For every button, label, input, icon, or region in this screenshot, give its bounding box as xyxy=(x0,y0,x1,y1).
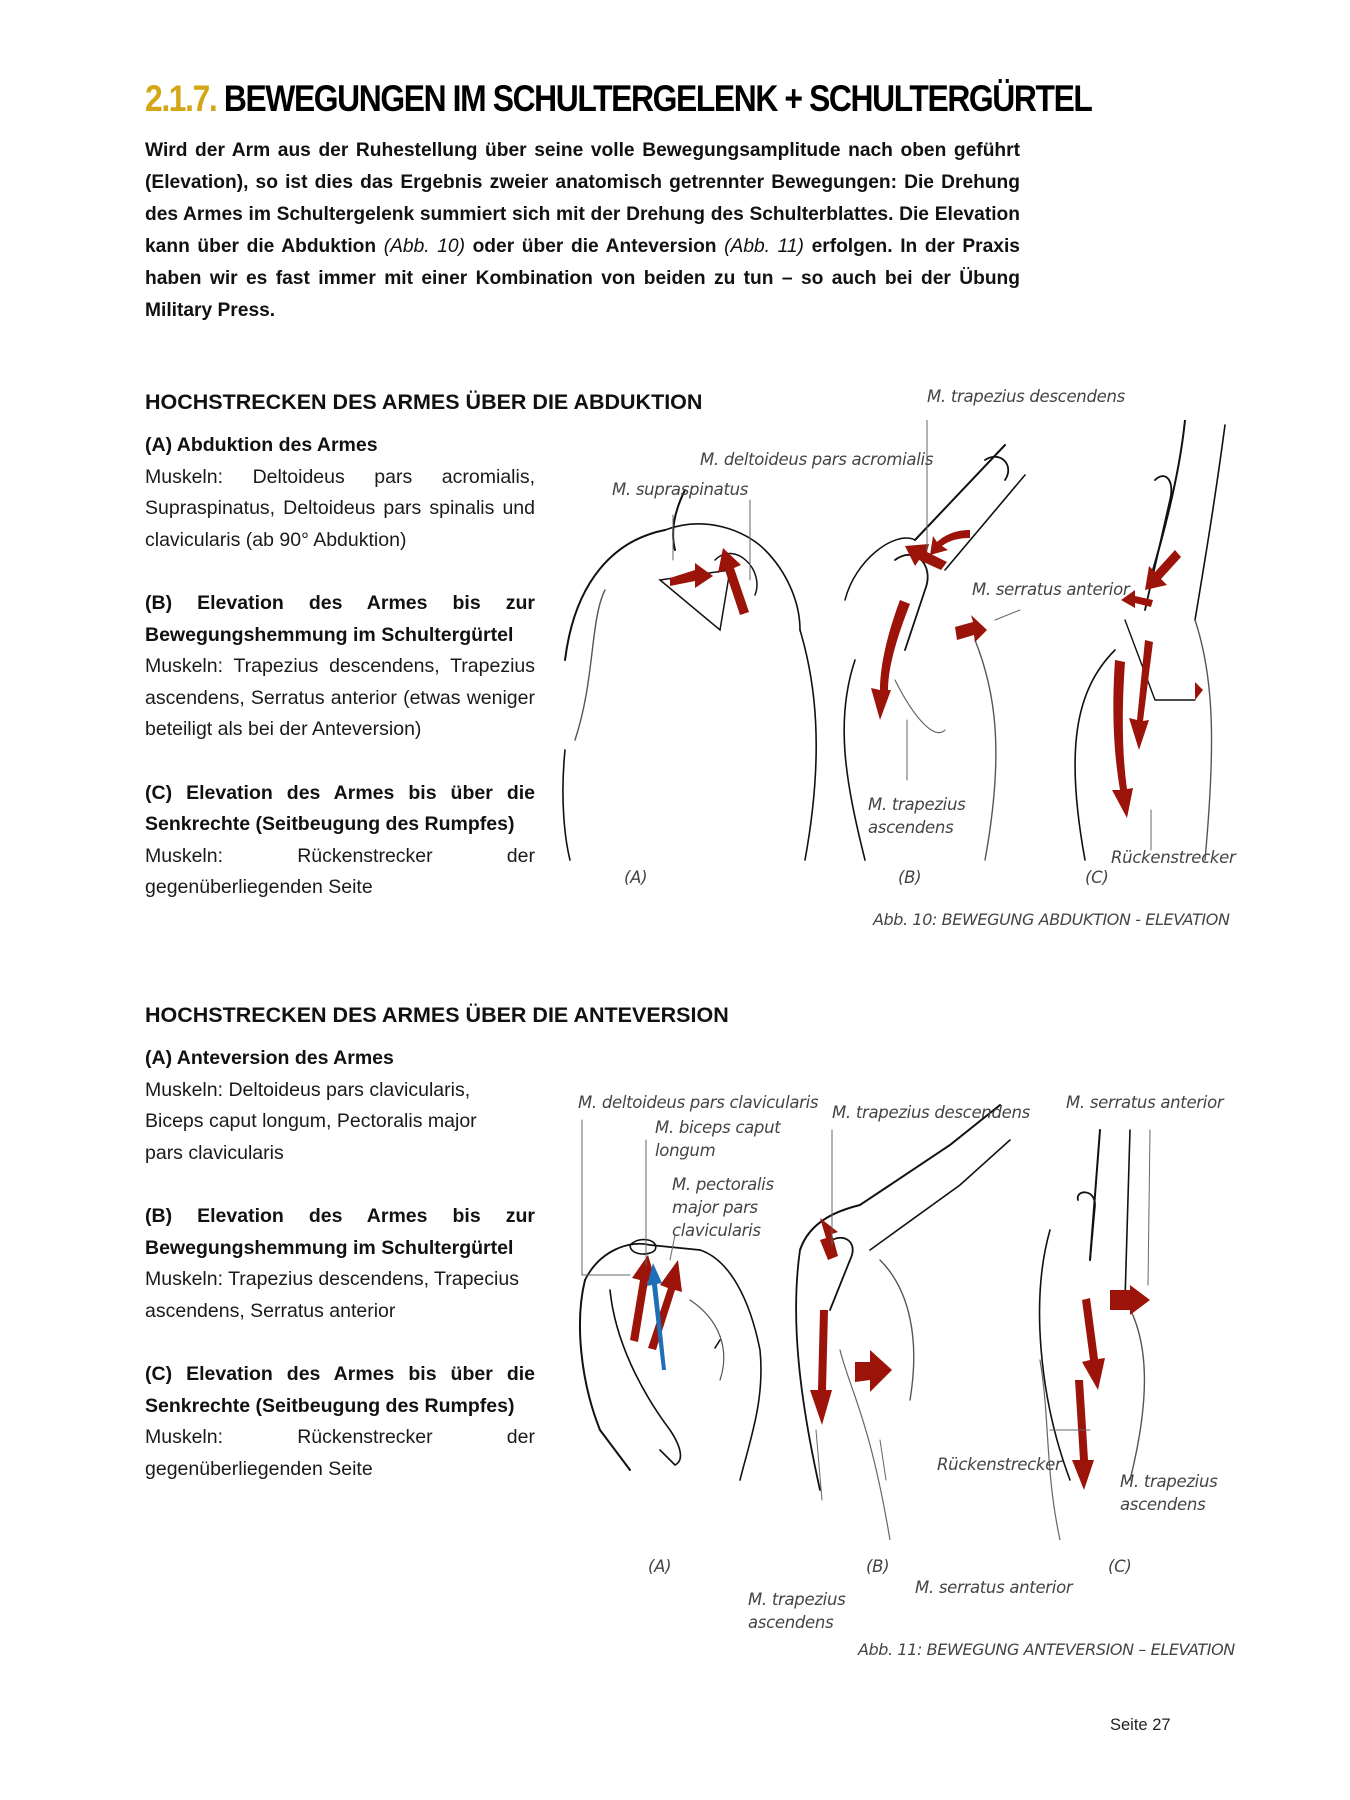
block-title: (C) Elevation des Armes bis über die Senkrechte (Seitbeugung des Rumpfes) xyxy=(145,781,535,835)
block-text: Muskeln: Rückenstrecker der gegenüberliegenden Seite xyxy=(145,1426,535,1480)
muscle-arrow xyxy=(855,1350,892,1392)
label-serratus-anterior: M. serratus anterior xyxy=(1066,1093,1224,1112)
figure-reference: (Abb. 11) xyxy=(724,236,804,257)
muscle-arrow xyxy=(670,563,713,588)
label-trapezius-ascendens: M. trapezius ascendens xyxy=(868,795,966,837)
muscle-arrow xyxy=(1195,682,1203,700)
muscle-arrow xyxy=(1072,1380,1094,1490)
figure-panel-a xyxy=(563,490,816,860)
page-number: Seite 27 xyxy=(1110,1716,1171,1734)
label-serratus-anterior-b: M. serratus anterior xyxy=(915,1578,1073,1597)
label-trapezius-ascendens: M. trapezius ascendens xyxy=(1120,1472,1218,1514)
panel-label-c: (C) xyxy=(1108,1557,1132,1576)
intro-text: Wird der Arm aus der Ruhestellung über seine volle Bewegungsamplitude nach oben geführt (Elevation), so ist dies das Ergebnis zweier anatomisch getrennter Bewegungen: Die Drehung des Armes im Schultergelenk summiert sich mit der Drehung des Schulterblattes. Die Elevation kann über die Abduktion xyxy=(145,140,1020,257)
section-number: 2.1.7. xyxy=(145,78,217,119)
intro-text: erfolgen. In der Praxis haben wir es fast immer mit einer Kombination von beiden zu tun – so auch bei der Übung Military Press. xyxy=(145,236,1020,321)
label-pectoralis-major-clavicularis: M. pectoralis major pars clavicularis xyxy=(672,1175,774,1240)
block-text: Muskeln: Rückenstrecker der gegenüberliegenden Seite xyxy=(145,844,535,898)
section-heading-abduktion: HOCHSTRECKEN DES ARMES ÜBER DIE ABDUKTION xyxy=(145,390,703,414)
muscle-arrow xyxy=(810,1310,832,1425)
block-text: Muskeln: Trapezius descendens, Trapecius ascendens, Serratus anterior xyxy=(145,1268,519,1322)
block-text: Muskeln: Trapezius descendens, Trapezius ascendens, Serratus anterior (etwas weniger beteiligt als bei der Anteversion) xyxy=(145,655,535,740)
muscle-arrow xyxy=(1112,660,1133,818)
block-title: (B) Elevation des Armes bis zur Bewegungshemmung im Schultergürtel xyxy=(145,592,535,646)
figure-reference: (Abb. 10) xyxy=(383,236,465,257)
text-block xyxy=(145,778,535,904)
text-column-abduktion xyxy=(145,430,535,936)
label-rueckenstrecker: Rückenstrecker xyxy=(1111,848,1236,867)
label-biceps-caput-longum: M. biceps caput longum xyxy=(655,1118,781,1160)
block-title: (A) Anteversion des Armes xyxy=(145,1047,394,1069)
text-block xyxy=(145,1043,535,1169)
figure-panel-c xyxy=(1075,420,1225,860)
intro-paragraph xyxy=(145,135,1020,327)
text-block xyxy=(145,430,535,556)
page-title xyxy=(145,78,1091,120)
block-text: Muskeln: Deltoideus pars acromialis, Supraspinatus, Deltoideus pars spinalis und clavicularis (ab 90° Abduktion) xyxy=(145,465,535,551)
muscle-arrow xyxy=(1082,1298,1105,1390)
muscle-arrow xyxy=(930,530,970,555)
block-text: Muskeln: Deltoideus pars clavicularis, Biceps caput longum, Pectoralis major pars clavicularis xyxy=(145,1078,477,1164)
label-supraspinatus: M. supraspinatus xyxy=(612,480,749,499)
text-block xyxy=(145,1359,535,1485)
section-heading-anteversion: HOCHSTRECKEN DES ARMES ÜBER DIE ANTEVERSION xyxy=(145,1003,729,1027)
muscle-arrow xyxy=(1110,1285,1150,1315)
panel-label-a: (A) xyxy=(648,1557,672,1576)
label-serratus-anterior: M. serratus anterior xyxy=(972,580,1130,599)
block-title: (C) Elevation des Armes bis über die Senkrechte (Seitbeugung des Rumpfes) xyxy=(145,1363,535,1417)
muscle-arrow xyxy=(955,615,987,642)
text-block xyxy=(145,588,535,746)
label-trapezius-ascendens-b: M. trapezius ascendens xyxy=(748,1590,846,1632)
label-rueckenstrecker: Rückenstrecker xyxy=(937,1455,1062,1474)
block-title: (B) Elevation des Armes bis zur Bewegungshemmung im Schultergürtel xyxy=(145,1205,535,1259)
text-block xyxy=(145,1201,535,1327)
block-title: (A) Abduktion des Armes xyxy=(145,434,378,456)
muscle-arrow xyxy=(1129,640,1153,750)
label-deltoideus-clavicularis: M. deltoideus pars clavicularis xyxy=(578,1093,819,1112)
section-title: BEWEGUNGEN IM SCHULTERGELENK + SCHULTERGÜRTEL xyxy=(223,78,1092,119)
panel-label-a: (A) xyxy=(624,868,648,887)
figure-caption-abb-10: Abb. 10: BEWEGUNG ABDUKTION - ELEVATION xyxy=(873,910,1230,929)
figure-caption-abb-11: Abb. 11: BEWEGUNG ANTEVERSION – ELEVATION xyxy=(858,1640,1235,1659)
label-trapezius-descendens: M. trapezius descendens xyxy=(832,1103,1030,1122)
text-column-anteversion xyxy=(145,1043,535,1517)
muscle-arrow xyxy=(1145,550,1181,590)
intro-text: oder über die Anteversion xyxy=(464,236,725,257)
panel-label-b: (B) xyxy=(898,868,922,887)
label-deltoideus-acromialis: M. deltoideus pars acromialis xyxy=(700,450,934,469)
panel-label-c: (C) xyxy=(1085,868,1109,887)
figure-panel-b xyxy=(796,1105,1010,1540)
muscle-arrow xyxy=(871,600,910,720)
panel-label-b: (B) xyxy=(866,1557,890,1576)
label-trapezius-descendens: M. trapezius descendens xyxy=(927,387,1125,406)
